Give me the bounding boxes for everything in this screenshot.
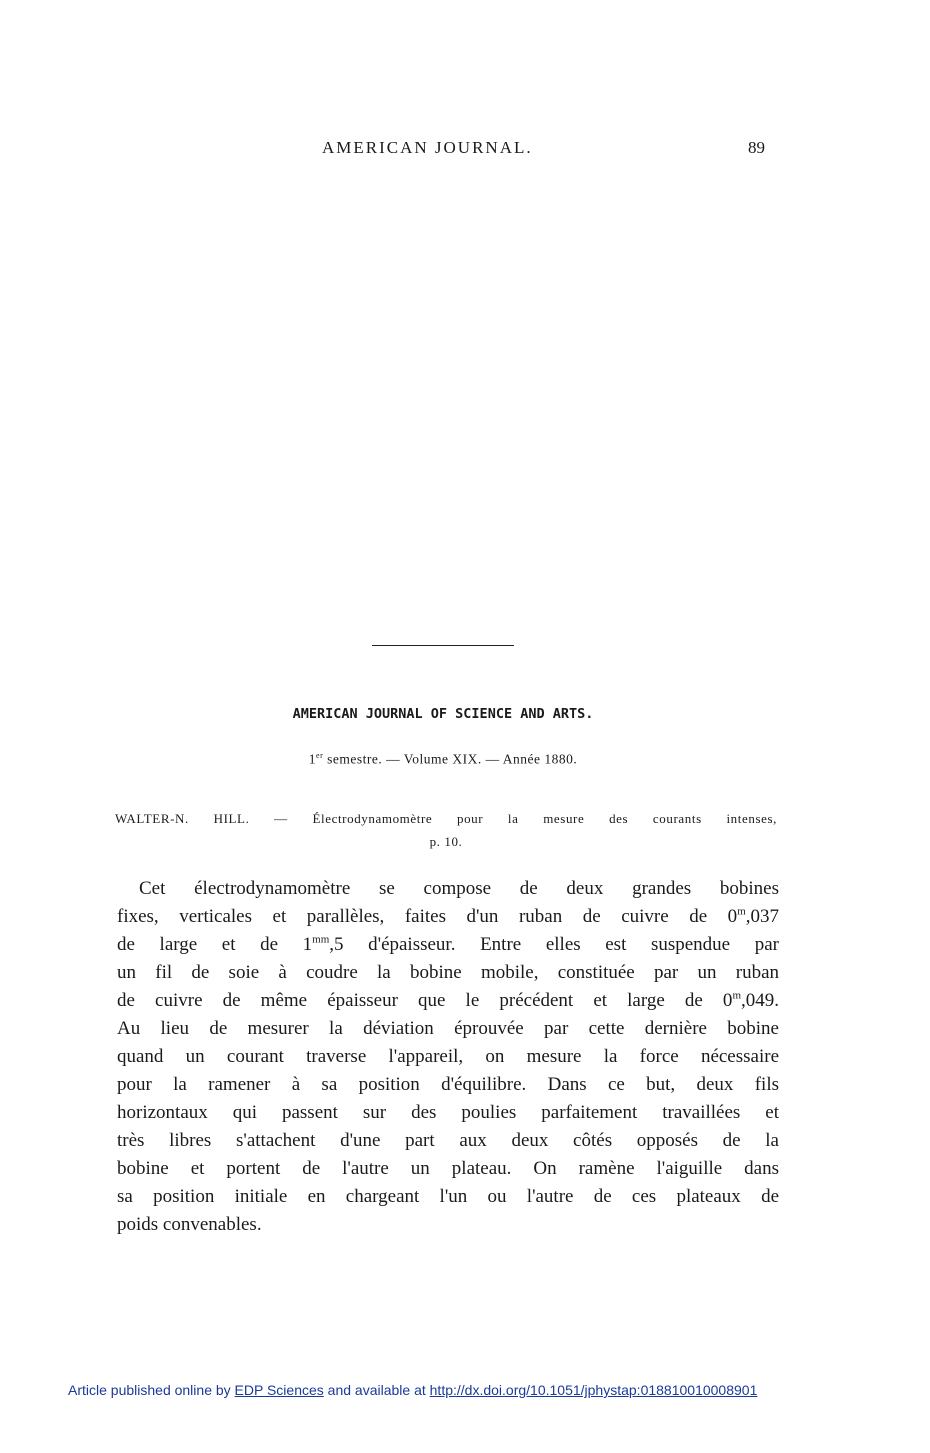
body-line: bobine et portent de l'autre un plateau. On ramène l'aiguille dans: [117, 1158, 779, 1179]
body-line: [117, 987, 779, 1015]
body-text-fragment: ,037: [745, 906, 779, 927]
body-line: [117, 931, 779, 959]
article-reference: [115, 807, 777, 853]
footer-middle: and available at: [323, 1382, 430, 1398]
section-divider: [372, 645, 514, 646]
body-line: quand un courant traverse l'appareil, on mesure la force nécessaire: [117, 1046, 779, 1067]
unit-superscript: m: [732, 989, 741, 1002]
body-text-fragment: fixes, verticales et parallèles, faites d'un ruban de cuivre de 0: [117, 906, 738, 927]
footer-prefix: Article published online by: [68, 1382, 235, 1398]
running-head: AMERICAN JOURNAL.: [322, 138, 533, 157]
body-line: Au lieu de mesurer la déviation éprouvée par cette dernière bobine: [117, 1018, 779, 1039]
doi-link[interactable]: http://dx.doi.org/10.1051/jphystap:018810010008901: [429, 1382, 758, 1398]
body-line: pour la ramener à sa position d'équilibre. Dans ce but, deux fils: [117, 1074, 779, 1095]
issue-details: semestre. — Volume XIX. — Année 1880.: [323, 751, 578, 767]
body-line: [117, 903, 779, 931]
page-number: 89: [748, 138, 765, 157]
article-reference-line2: p. 10.: [429, 834, 463, 849]
section-title: AMERICAN JOURNAL OF SCIENCE AND ARTS.: [292, 706, 594, 722]
body-line: sa position initiale en chargeant l'un ou l'autre de ces plateaux de: [117, 1186, 779, 1207]
body-line: horizontaux qui passent sur des poulies parfaitement travaillées et: [117, 1102, 779, 1123]
body-text-fragment: de large et de 1: [117, 934, 313, 955]
body-text-fragment: ,049.: [741, 990, 779, 1011]
issue-line: [0, 751, 886, 768]
body-line: Cet électrodynamomètre se compose de deux grandes bobines: [139, 878, 779, 899]
body-line: très libres s'attachent d'une part aux deux côtés opposés de la: [117, 1130, 779, 1151]
body-text-fragment: ,5 d'épaisseur. Entre elles est suspendue par: [329, 934, 779, 955]
semester-suffix: er: [316, 751, 324, 760]
body-line: un fil de soie à coudre la bobine mobile, constituée par un ruban: [117, 962, 779, 983]
publication-footer: [68, 1382, 757, 1398]
article-body: [117, 875, 779, 1239]
unit-superscript: mm: [312, 933, 330, 946]
body-text-fragment: de cuivre de même épaisseur que le précédent et large de 0: [117, 990, 733, 1011]
semester-number: 1: [308, 751, 317, 767]
body-line: poids convenables.: [117, 1214, 262, 1235]
unit-superscript: m: [737, 905, 746, 918]
article-reference-line1: WALTER-N. HILL. — Électrodynamomètre pour la mesure des courants intenses,: [115, 811, 777, 826]
publisher-link[interactable]: EDP Sciences: [234, 1382, 324, 1398]
